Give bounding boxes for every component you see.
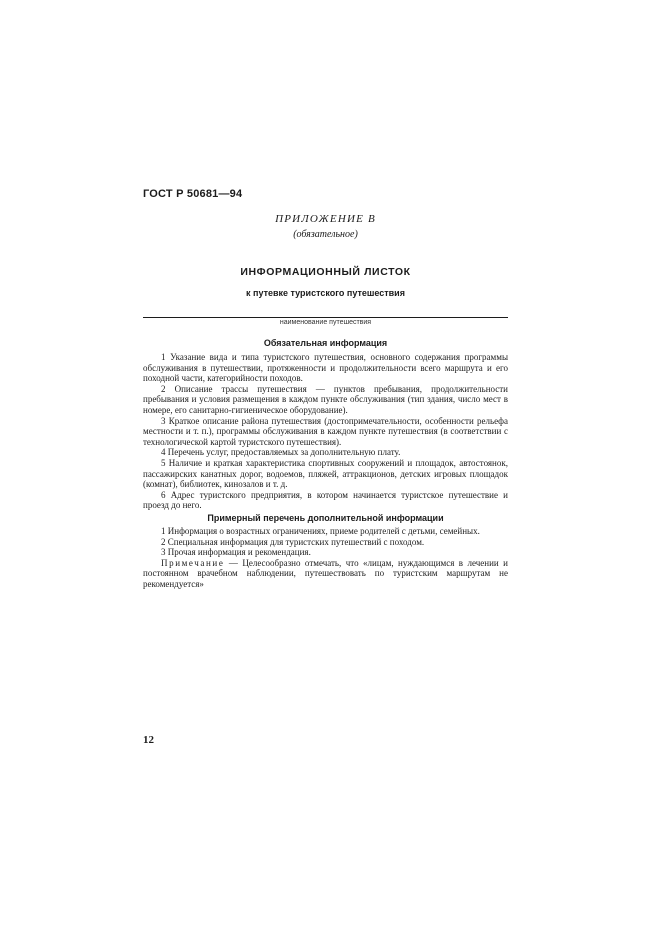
paragraph: 2 Описание трассы путешествия — пунктов пребывания, продолжительности пребывания и условия размещения в каждом пункте обслуживания (тип здания, число мест в номере, его санитарно-гигиеническое оборудование).	[143, 383, 508, 415]
paragraph: 5 Наличие и краткая характеристика спортивных сооружений и площадок, автостоянок, пассажирских канатных дорог, водоемов, пляжей, аттракционов, детских игровых площадок (комнат), библиотек, кинозалов и т. д.	[143, 457, 508, 490]
section-body-additional	[143, 526, 508, 590]
section-heading-additional: Примерный перечень дополнительной информации	[207, 513, 444, 523]
paragraph: 4 Перечень услуг, предоставляемых за дополнительную плату.	[161, 447, 401, 458]
trip-name-caption: наименование путешествия	[279, 319, 372, 326]
paragraph: 1 Указание вида и типа туристского путешествия, основного содержания программы обслуживания в путешествии, протяженности и продолжительности всего маршрута и его походной части, категорийности походов.	[143, 352, 508, 384]
gost-header: ГОСТ Р 50681—94	[143, 188, 243, 200]
paragraph: 3 Краткое описание района путешествия (достопримечательности, особенности рельефа местности и т. п.), программы обслуживания в каждом пункте путешествия (в соответствии с технологической картой туристского путешествия).	[143, 415, 508, 447]
section-heading-mandatory: Обязательная информация	[263, 338, 388, 348]
document-title: ИНФОРМАЦИОННЫЙ ЛИСТОК	[240, 266, 411, 278]
section-body-mandatory	[143, 352, 508, 511]
appendix-status: (обязательное)	[293, 229, 358, 240]
note-paragraph	[143, 558, 508, 590]
paragraph: 6 Адрес туристского предприятия, в котором начинается туристское путешествие и проезд до него.	[143, 489, 508, 511]
note-text: — Целесообразно отмечать, что «лицам, нуждающимся в лечении и постоянном врачебном наблюдении, путешествовать по туристским маршрутам не рекомендуется»	[143, 557, 508, 589]
page-number: 12	[143, 734, 154, 746]
paragraph: 1 Информация о возрастных ограничениях, приеме родителей с детьми, семейных.	[161, 526, 480, 536]
appendix-title: ПРИЛОЖЕНИЕ В	[275, 213, 376, 225]
note-label: Примечание	[161, 557, 225, 568]
document-subtitle: к путевке туристского путешествия	[246, 288, 405, 298]
paragraph: 3 Прочая информация и рекомендация.	[161, 547, 311, 558]
trip-name-line	[143, 317, 508, 318]
paragraph: 2 Специальная информация для туристских путешествий с походом.	[161, 536, 425, 547]
